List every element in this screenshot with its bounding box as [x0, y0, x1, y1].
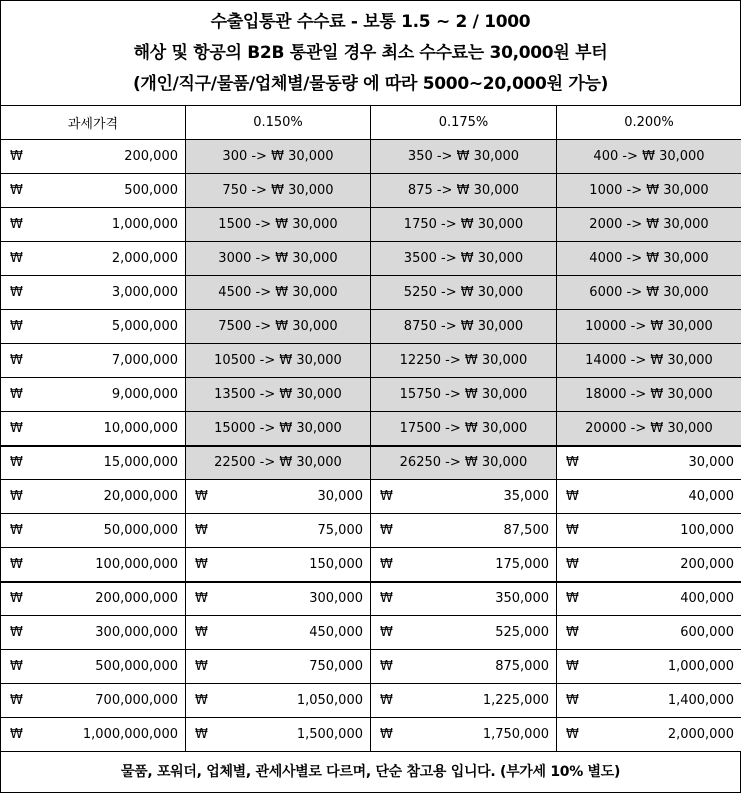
header-row — [1, 106, 741, 140]
min-fee-text: 10000 -> ₩ 30,000 — [585, 319, 713, 334]
fee-table-body — [1, 140, 741, 752]
fee-cell — [557, 514, 741, 548]
fee-cell — [557, 684, 741, 718]
taxable-price-value: 700,000,000 — [95, 693, 178, 708]
taxable-price-cell — [1, 684, 186, 718]
fee-value: 600,000 — [680, 625, 734, 640]
min-fee-text: 5250 -> ₩ 30,000 — [403, 285, 524, 300]
taxable-price-cell — [1, 208, 186, 242]
won-symbol: ₩ — [10, 489, 23, 504]
won-symbol: ₩ — [10, 149, 23, 164]
min-fee-cell — [186, 140, 371, 174]
min-fee-cell — [371, 412, 557, 446]
fee-value: 350,000 — [495, 591, 549, 607]
fee-cell — [371, 684, 557, 718]
table-row — [1, 140, 741, 174]
min-fee-text: 7500 -> ₩ 30,000 — [218, 319, 338, 334]
fee-value: 2,000,000 — [667, 727, 734, 742]
header-rate-0150: 0.150% — [186, 106, 371, 140]
min-fee-text: 1750 -> ₩ 30,000 — [403, 217, 524, 232]
taxable-price-value: 100,000,000 — [95, 556, 178, 572]
min-fee-text: 26250 -> ₩ 30,000 — [399, 455, 528, 471]
taxable-price-cell — [1, 718, 186, 752]
min-fee-cell — [186, 242, 371, 276]
fee-value: 200,000 — [680, 556, 734, 572]
table-row — [1, 616, 741, 650]
min-fee-cell — [186, 344, 371, 378]
min-fee-cell — [557, 276, 741, 310]
won-symbol: ₩ — [10, 625, 23, 640]
table-row — [1, 718, 741, 752]
won-symbol: ₩ — [195, 625, 208, 640]
taxable-price-value: 7,000,000 — [111, 353, 178, 368]
taxable-price-cell — [1, 174, 186, 208]
taxable-price-cell — [1, 276, 186, 310]
min-fee-text: 14000 -> ₩ 30,000 — [585, 353, 713, 368]
table-row — [1, 174, 741, 208]
won-symbol: ₩ — [195, 659, 208, 674]
min-fee-cell — [371, 208, 557, 242]
won-symbol: ₩ — [380, 693, 393, 708]
won-symbol: ₩ — [10, 591, 23, 607]
table-row — [1, 582, 741, 616]
table-row — [1, 446, 741, 480]
fee-value: 450,000 — [309, 625, 363, 640]
taxable-price-cell — [1, 242, 186, 276]
taxable-price-value: 500,000 — [124, 183, 178, 198]
fee-value: 30,000 — [317, 489, 363, 504]
won-symbol: ₩ — [10, 353, 23, 368]
taxable-price-cell — [1, 140, 186, 174]
won-symbol: ₩ — [10, 556, 23, 572]
taxable-price-cell — [1, 548, 186, 582]
fee-cell — [186, 548, 371, 582]
min-fee-text: 15000 -> ₩ 30,000 — [214, 420, 342, 436]
taxable-price-value: 20,000,000 — [103, 489, 178, 504]
taxable-price-cell — [1, 310, 186, 344]
min-fee-text: 13500 -> ₩ 30,000 — [214, 387, 342, 402]
header-rate-0175: 0.175% — [371, 106, 557, 140]
table-row — [1, 242, 741, 276]
min-fee-text: 4500 -> ₩ 30,000 — [218, 285, 338, 300]
taxable-price-cell — [1, 582, 186, 616]
header-rate-0200: 0.200% — [557, 106, 741, 140]
fee-value: 75,000 — [317, 523, 363, 538]
table-row — [1, 684, 741, 718]
title-line-3: (개인/직구/물품/업체별/물동량 에 따라 5000~20,000원 가능) — [132, 74, 609, 94]
min-fee-text: 17500 -> ₩ 30,000 — [399, 420, 528, 436]
won-symbol: ₩ — [10, 455, 23, 471]
min-fee-text: 4000 -> ₩ 30,000 — [589, 251, 709, 266]
won-symbol: ₩ — [566, 591, 579, 607]
fee-value: 750,000 — [309, 659, 363, 674]
table-row — [1, 480, 741, 514]
table-row — [1, 412, 741, 446]
min-fee-text: 8750 -> ₩ 30,000 — [403, 319, 524, 334]
won-symbol: ₩ — [10, 727, 23, 742]
fee-cell — [371, 650, 557, 684]
fee-cell — [557, 650, 741, 684]
min-fee-text: 750 -> ₩ 30,000 — [222, 183, 334, 198]
min-fee-text: 875 -> ₩ 30,000 — [407, 183, 520, 198]
taxable-price-value: 200,000,000 — [95, 591, 178, 607]
taxable-price-value: 1,000,000,000 — [82, 727, 178, 742]
min-fee-cell — [557, 378, 741, 412]
fee-value: 100,000 — [680, 523, 734, 538]
won-symbol: ₩ — [10, 659, 23, 674]
won-symbol: ₩ — [380, 659, 393, 674]
won-symbol: ₩ — [380, 727, 393, 742]
won-symbol: ₩ — [380, 523, 393, 538]
min-fee-text: 12250 -> ₩ 30,000 — [399, 353, 528, 368]
min-fee-cell — [557, 174, 741, 208]
fee-cell — [186, 582, 371, 616]
fee-value: 87,500 — [503, 523, 549, 538]
won-symbol: ₩ — [566, 455, 579, 471]
title-line-1: 수출입통관 수수료 - 보통 1.5 ~ 2 / 1000 — [210, 12, 531, 32]
table-row — [1, 514, 741, 548]
taxable-price-value: 50,000,000 — [103, 523, 178, 538]
fee-value: 1,400,000 — [667, 693, 734, 708]
min-fee-cell — [371, 276, 557, 310]
min-fee-text: 22500 -> ₩ 30,000 — [214, 455, 342, 471]
fee-value: 875,000 — [495, 659, 549, 674]
min-fee-text: 1500 -> ₩ 30,000 — [218, 217, 338, 232]
fee-value: 300,000 — [309, 591, 363, 607]
table-row — [1, 378, 741, 412]
min-fee-text: 1000 -> ₩ 30,000 — [589, 183, 709, 198]
won-symbol: ₩ — [380, 556, 393, 572]
taxable-price-value: 9,000,000 — [111, 387, 178, 402]
fee-cell — [186, 684, 371, 718]
won-symbol: ₩ — [10, 319, 23, 334]
won-symbol: ₩ — [380, 591, 393, 607]
won-symbol: ₩ — [195, 727, 208, 742]
min-fee-cell — [371, 446, 557, 480]
table-row — [1, 548, 741, 582]
min-fee-cell — [186, 276, 371, 310]
fee-cell — [371, 480, 557, 514]
fee-cell — [186, 514, 371, 548]
min-fee-cell — [186, 412, 371, 446]
won-symbol: ₩ — [10, 523, 23, 538]
min-fee-text: 3500 -> ₩ 30,000 — [403, 251, 524, 266]
fee-cell — [557, 582, 741, 616]
fee-table — [0, 105, 741, 752]
fee-value: 175,000 — [495, 556, 549, 572]
fee-cell — [557, 718, 741, 752]
taxable-price-value: 15,000,000 — [103, 455, 178, 471]
table-row — [1, 344, 741, 378]
won-symbol: ₩ — [566, 625, 579, 640]
fee-cell — [557, 616, 741, 650]
min-fee-cell — [186, 378, 371, 412]
table-row — [1, 208, 741, 242]
fee-cell — [371, 582, 557, 616]
won-symbol: ₩ — [10, 285, 23, 300]
min-fee-cell — [186, 310, 371, 344]
min-fee-cell — [371, 242, 557, 276]
min-fee-cell — [186, 208, 371, 242]
won-symbol: ₩ — [10, 693, 23, 708]
won-symbol: ₩ — [10, 217, 23, 232]
min-fee-cell — [557, 310, 741, 344]
min-fee-cell — [186, 446, 371, 480]
fee-cell — [557, 480, 741, 514]
fee-value: 1,225,000 — [482, 693, 549, 708]
won-symbol: ₩ — [195, 693, 208, 708]
min-fee-cell — [186, 174, 371, 208]
min-fee-text: 18000 -> ₩ 30,000 — [585, 387, 713, 402]
taxable-price-cell — [1, 412, 186, 446]
taxable-price-cell — [1, 378, 186, 412]
won-symbol: ₩ — [10, 420, 23, 436]
won-symbol: ₩ — [195, 556, 208, 572]
won-symbol: ₩ — [195, 523, 208, 538]
min-fee-text: 300 -> ₩ 30,000 — [222, 149, 334, 164]
min-fee-cell — [557, 344, 741, 378]
won-symbol: ₩ — [10, 387, 23, 402]
taxable-price-value: 2,000,000 — [111, 251, 178, 266]
min-fee-text: 15750 -> ₩ 30,000 — [399, 387, 528, 402]
table-row — [1, 276, 741, 310]
table-row — [1, 650, 741, 684]
footer-note: 물품, 포워더, 업체별, 관세사별로 다르며, 단순 참고용 입니다. (부가세 10% 별도) — [0, 752, 741, 793]
taxable-price-cell — [1, 650, 186, 684]
min-fee-cell — [557, 412, 741, 446]
min-fee-text: 6000 -> ₩ 30,000 — [589, 285, 709, 300]
won-symbol: ₩ — [380, 489, 393, 504]
won-symbol: ₩ — [195, 591, 208, 607]
min-fee-cell — [557, 208, 741, 242]
min-fee-text: 2000 -> ₩ 30,000 — [589, 217, 709, 232]
won-symbol: ₩ — [566, 556, 579, 572]
fee-value: 35,000 — [503, 489, 549, 504]
won-symbol: ₩ — [10, 251, 23, 266]
min-fee-text: 10500 -> ₩ 30,000 — [214, 353, 342, 368]
min-fee-cell — [371, 310, 557, 344]
title-block — [0, 0, 741, 105]
min-fee-cell — [371, 378, 557, 412]
min-fee-cell — [371, 140, 557, 174]
fee-cell — [371, 548, 557, 582]
taxable-price-cell — [1, 446, 186, 480]
won-symbol: ₩ — [566, 523, 579, 538]
fee-value: 1,750,000 — [482, 727, 549, 742]
min-fee-cell — [557, 242, 741, 276]
header-taxable-price: 과세가격 — [1, 106, 186, 140]
fee-cell — [371, 616, 557, 650]
table-row — [1, 310, 741, 344]
fee-cell — [186, 718, 371, 752]
fee-value: 1,000,000 — [667, 659, 734, 674]
fee-cell — [371, 718, 557, 752]
title-line-2: 해상 및 항공의 B2B 통관일 경우 최소 수수료는 30,000원 부터 — [133, 43, 608, 63]
won-symbol: ₩ — [566, 693, 579, 708]
fee-cell — [557, 446, 741, 480]
taxable-price-value: 1,000,000 — [111, 217, 178, 232]
min-fee-cell — [557, 140, 741, 174]
won-symbol: ₩ — [10, 183, 23, 198]
won-symbol: ₩ — [380, 625, 393, 640]
taxable-price-value: 3,000,000 — [111, 285, 178, 300]
taxable-price-cell — [1, 616, 186, 650]
taxable-price-value: 5,000,000 — [111, 319, 178, 334]
fee-value: 400,000 — [680, 591, 734, 607]
fee-value: 40,000 — [688, 489, 734, 504]
min-fee-text: 350 -> ₩ 30,000 — [407, 149, 520, 164]
min-fee-text: 400 -> ₩ 30,000 — [593, 149, 705, 164]
min-fee-cell — [371, 344, 557, 378]
fee-cell — [186, 616, 371, 650]
min-fee-text: 3000 -> ₩ 30,000 — [218, 251, 338, 266]
fee-cell — [371, 514, 557, 548]
fee-cell — [557, 548, 741, 582]
won-symbol: ₩ — [195, 489, 208, 504]
taxable-price-cell — [1, 480, 186, 514]
fee-value: 30,000 — [688, 455, 734, 471]
taxable-price-value: 10,000,000 — [103, 420, 178, 436]
min-fee-cell — [371, 174, 557, 208]
won-symbol: ₩ — [566, 727, 579, 742]
min-fee-text: 20000 -> ₩ 30,000 — [585, 420, 713, 436]
taxable-price-value: 200,000 — [124, 149, 178, 164]
fee-cell — [186, 480, 371, 514]
taxable-price-cell — [1, 344, 186, 378]
fee-value: 525,000 — [495, 625, 549, 640]
won-symbol: ₩ — [566, 489, 579, 504]
fee-cell — [186, 650, 371, 684]
fee-value: 150,000 — [309, 556, 363, 572]
taxable-price-value: 300,000,000 — [95, 625, 178, 640]
won-symbol: ₩ — [566, 659, 579, 674]
fee-value: 1,500,000 — [296, 727, 363, 742]
taxable-price-value: 500,000,000 — [95, 659, 178, 674]
taxable-price-cell — [1, 514, 186, 548]
fee-value: 1,050,000 — [296, 693, 363, 708]
